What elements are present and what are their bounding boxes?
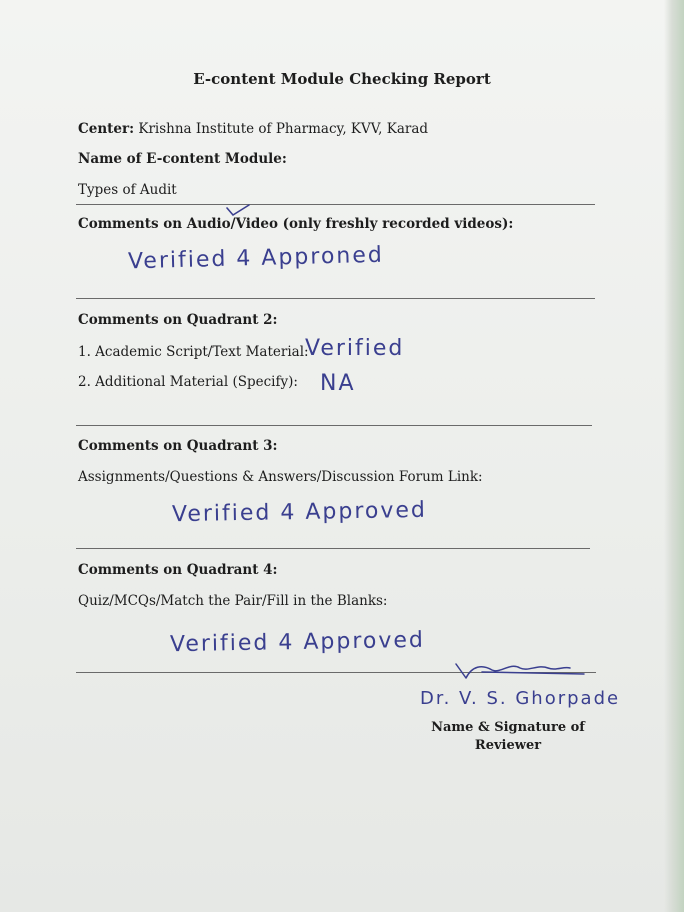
q3-handwriting: Verified 4 Approved bbox=[171, 497, 428, 528]
center-value: Krishna Institute of Pharmacy, KVV, Karad bbox=[138, 121, 429, 137]
q3-heading: Comments on Quadrant 3: bbox=[78, 438, 278, 454]
q4-handwriting: Verified 4 Approved bbox=[169, 627, 426, 658]
reviewer-caption-line1: Name & Signature of bbox=[431, 720, 585, 735]
reviewer-caption-line2: Reviewer bbox=[474, 738, 542, 753]
divider-rule bbox=[76, 204, 595, 205]
av-comments-label: Comments on Audio/Video (only freshly recorded videos): bbox=[78, 216, 514, 232]
page-edge-shadow bbox=[664, 0, 684, 912]
q2-heading: Comments on Quadrant 2: bbox=[78, 312, 278, 328]
signature-name-handwriting: Dr. V. S. Ghorpade bbox=[420, 688, 621, 709]
check-mark-icon bbox=[225, 203, 251, 217]
divider-rule bbox=[76, 298, 595, 299]
av-comments-handwriting: Verified 4 Approned bbox=[127, 242, 385, 275]
reviewer-caption bbox=[430, 719, 586, 755]
q2-item2-label: 2. Additional Material (Specify): bbox=[78, 374, 298, 390]
signature-scribble bbox=[452, 656, 592, 682]
audit-types-label: Types of Audit bbox=[78, 182, 177, 198]
center-row bbox=[78, 121, 428, 137]
q2-item2-handwriting: NA bbox=[320, 371, 356, 396]
divider-rule bbox=[76, 548, 590, 549]
module-name-label: Name of E-content Module: bbox=[78, 151, 287, 167]
q2-item1-handwriting: Verified bbox=[305, 336, 405, 361]
q4-description: Quiz/MCQs/Match the Pair/Fill in the Blanks: bbox=[78, 593, 388, 609]
q3-description: Assignments/Questions & Answers/Discussion Forum Link: bbox=[78, 469, 483, 485]
report-title: E-content Module Checking Report bbox=[193, 70, 491, 88]
q2-item1-label: 1. Academic Script/Text Material: bbox=[78, 344, 309, 360]
divider-rule bbox=[76, 425, 592, 426]
center-label: Center: bbox=[78, 121, 135, 137]
q4-heading: Comments on Quadrant 4: bbox=[78, 562, 278, 578]
